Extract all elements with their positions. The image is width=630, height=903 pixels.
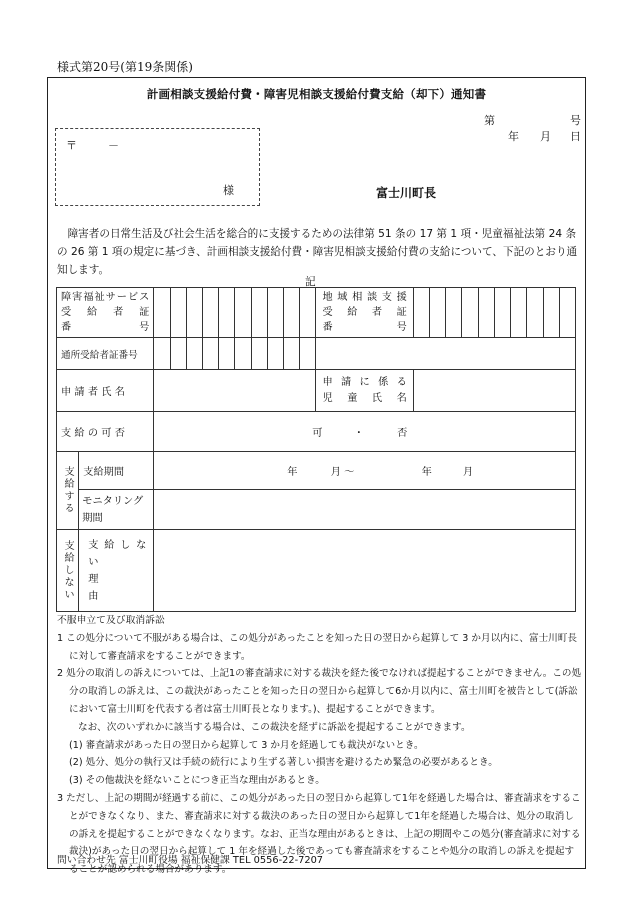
daycare-cert-blank xyxy=(316,338,576,370)
doc-number-dai: 第 xyxy=(484,114,495,127)
digit-box[interactable] xyxy=(300,338,316,370)
applicant-name-field[interactable] xyxy=(154,370,316,412)
digit-box[interactable] xyxy=(202,288,218,338)
note-2-exception: なお、次のいずれかに該当する場合は、この裁決を経ずに訴訟を提起することができます。 xyxy=(78,721,471,733)
digit-box[interactable] xyxy=(494,288,510,338)
nogrant-reason-field[interactable] xyxy=(154,530,576,612)
approval-label: 支 給 の 可 否 xyxy=(57,412,154,452)
honorific-sama: 様 xyxy=(223,184,234,197)
digit-box[interactable] xyxy=(219,288,235,338)
document-title: 計画相談支援給付費・障害児相談支援給付費支給（却下）通知書 xyxy=(146,87,487,101)
monitoring-label: モニタリング 期間 xyxy=(79,490,154,530)
form-number: 様式第20号(第19条関係) xyxy=(57,60,193,74)
applicant-name-label: 申 請 者 氏 名 xyxy=(57,370,154,412)
digit-box[interactable] xyxy=(219,338,235,370)
postal-mark: 〒 xyxy=(66,139,77,152)
digit-box[interactable] xyxy=(251,338,267,370)
period-end-month: 月 xyxy=(463,467,474,478)
note-1: 1 この処分について不服がある場合は、この処分があったことを知った日の翌日から起算して 3 か月以内に、富士川町長に対して審査請求をすることができます。 xyxy=(57,632,577,662)
monitoring-field[interactable] xyxy=(154,490,576,530)
reject-option[interactable]: 否 xyxy=(397,428,408,439)
note-2-item-1: (1) 審査請求があった日の翌日から起算して 3 か月を経過しても裁決がないとき。 xyxy=(69,739,424,751)
regional-cert-label: 地 域 相 談 支 援 受 給 者 証 番 号 xyxy=(316,288,413,338)
period-start-month: 月 ～ xyxy=(330,467,355,478)
note-2-item-2: (2) 処分、処分の執行又は手続の続行により生ずる著しい損害を避けるため緊急の必要があるとき。 xyxy=(69,757,498,769)
digit-box[interactable] xyxy=(462,288,478,338)
approval-value xyxy=(154,412,576,452)
table-row xyxy=(57,490,576,530)
nogrant-group-label: 支給しない xyxy=(57,530,79,612)
contact-info: 問い合わせ先 富士川町役場 福祉保健課 TEL 0556-22-7207 xyxy=(57,855,324,866)
digit-box[interactable] xyxy=(284,338,300,370)
digit-box[interactable] xyxy=(154,338,170,370)
grant-group-label: 支給する xyxy=(57,452,79,530)
digit-box[interactable] xyxy=(186,338,202,370)
digit-box[interactable] xyxy=(235,288,251,338)
digit-box[interactable] xyxy=(202,338,218,370)
notes-heading: 不服申立て及び取消訴訟 xyxy=(57,615,165,626)
period-start-year: 年 xyxy=(287,467,298,478)
table-row xyxy=(57,370,576,412)
appeal-notes xyxy=(57,612,582,879)
table-row xyxy=(57,452,576,490)
period-end-year: 年 xyxy=(421,467,432,478)
ki-marker: 記 xyxy=(305,276,316,288)
address-box xyxy=(55,128,260,206)
digit-box[interactable] xyxy=(527,288,543,338)
note-3: 3 ただし、上記の期間が経過する前に、この処分があった日の翌日から起算して1年を経過した場合は、審査請求をすることができなくなり、また、審査請求に対する裁決のあった日の翌日から起算して1年を経過した場合は、処分の取消しの訴えを提起することができなくなります。なお、正当な理由があるときは、上記の期間やこの処分(審査請求に対する裁決)があった日の翌日から起算して 1 年を経過した後であっても審査請求をすることや処分の取消しの訴えを提起することが認められる場合があります。 xyxy=(57,792,581,876)
issuer: 富士川町長 xyxy=(376,186,437,200)
digit-box[interactable] xyxy=(300,288,316,338)
digit-box[interactable] xyxy=(170,338,186,370)
table-row xyxy=(57,530,576,612)
note-2-item-3: (3) その他裁決を経ないことにつき正当な理由があるとき。 xyxy=(69,775,325,787)
separator-dot: ・ xyxy=(353,428,364,439)
digit-box[interactable] xyxy=(170,288,186,338)
digit-box[interactable] xyxy=(430,288,446,338)
nogrant-reason-label: 支 給 し な い 理 由 xyxy=(79,530,154,612)
details-table xyxy=(56,287,576,612)
digit-box[interactable] xyxy=(284,288,300,338)
note-2: 2 処分の取消しの訴えについては、上記1の審査請求に対する裁決を経た後でなければ提起することができません。この処分の取消しの訴えは、この裁決があったことを知った日の翌日から起算して6か月以内に、富士川町を被告として(訴訟において富士川町を代表する者は富士川町長となります。)、提起することができます。 xyxy=(57,668,582,715)
digit-box[interactable] xyxy=(186,288,202,338)
table-row xyxy=(57,412,576,452)
postal-dash: － xyxy=(108,139,119,152)
period-value xyxy=(154,452,576,490)
digit-box[interactable] xyxy=(543,288,559,338)
date-year: 年 xyxy=(508,130,519,143)
period-label: 支給期間 xyxy=(79,452,154,490)
digit-box[interactable] xyxy=(267,288,283,338)
table-row xyxy=(57,338,576,370)
child-name-label: 申 請 に 係 る 児 童 氏 名 xyxy=(316,370,413,412)
digit-box[interactable] xyxy=(559,288,575,338)
approve-option[interactable]: 可 xyxy=(312,428,323,439)
child-name-field[interactable] xyxy=(413,370,575,412)
digit-box[interactable] xyxy=(511,288,527,338)
digit-box[interactable] xyxy=(413,288,429,338)
digit-box[interactable] xyxy=(235,338,251,370)
digit-box[interactable] xyxy=(251,288,267,338)
body-text: 障害者の日常生活及び社会生活を総合的に支援するための法律第 51 条の 17 第 1 項・児童福祉法第 24 条の 26 第 1 項の規定に基づき、計画相談支援給付費・障害児相談支援給付費の支給について、下記のとおり通知します。 xyxy=(57,228,578,276)
table-row xyxy=(57,288,576,338)
doc-number-go: 号 xyxy=(570,114,581,127)
date-day: 日 xyxy=(570,130,581,143)
date-month: 月 xyxy=(540,130,551,143)
digit-box[interactable] xyxy=(478,288,494,338)
digit-box[interactable] xyxy=(154,288,170,338)
digit-box[interactable] xyxy=(446,288,462,338)
welfare-cert-label: 障害福祉サービス 受 給 者 証 番 号 xyxy=(57,288,154,338)
daycare-cert-label: 通所受給者証番号 xyxy=(57,338,154,370)
digit-box[interactable] xyxy=(267,338,283,370)
